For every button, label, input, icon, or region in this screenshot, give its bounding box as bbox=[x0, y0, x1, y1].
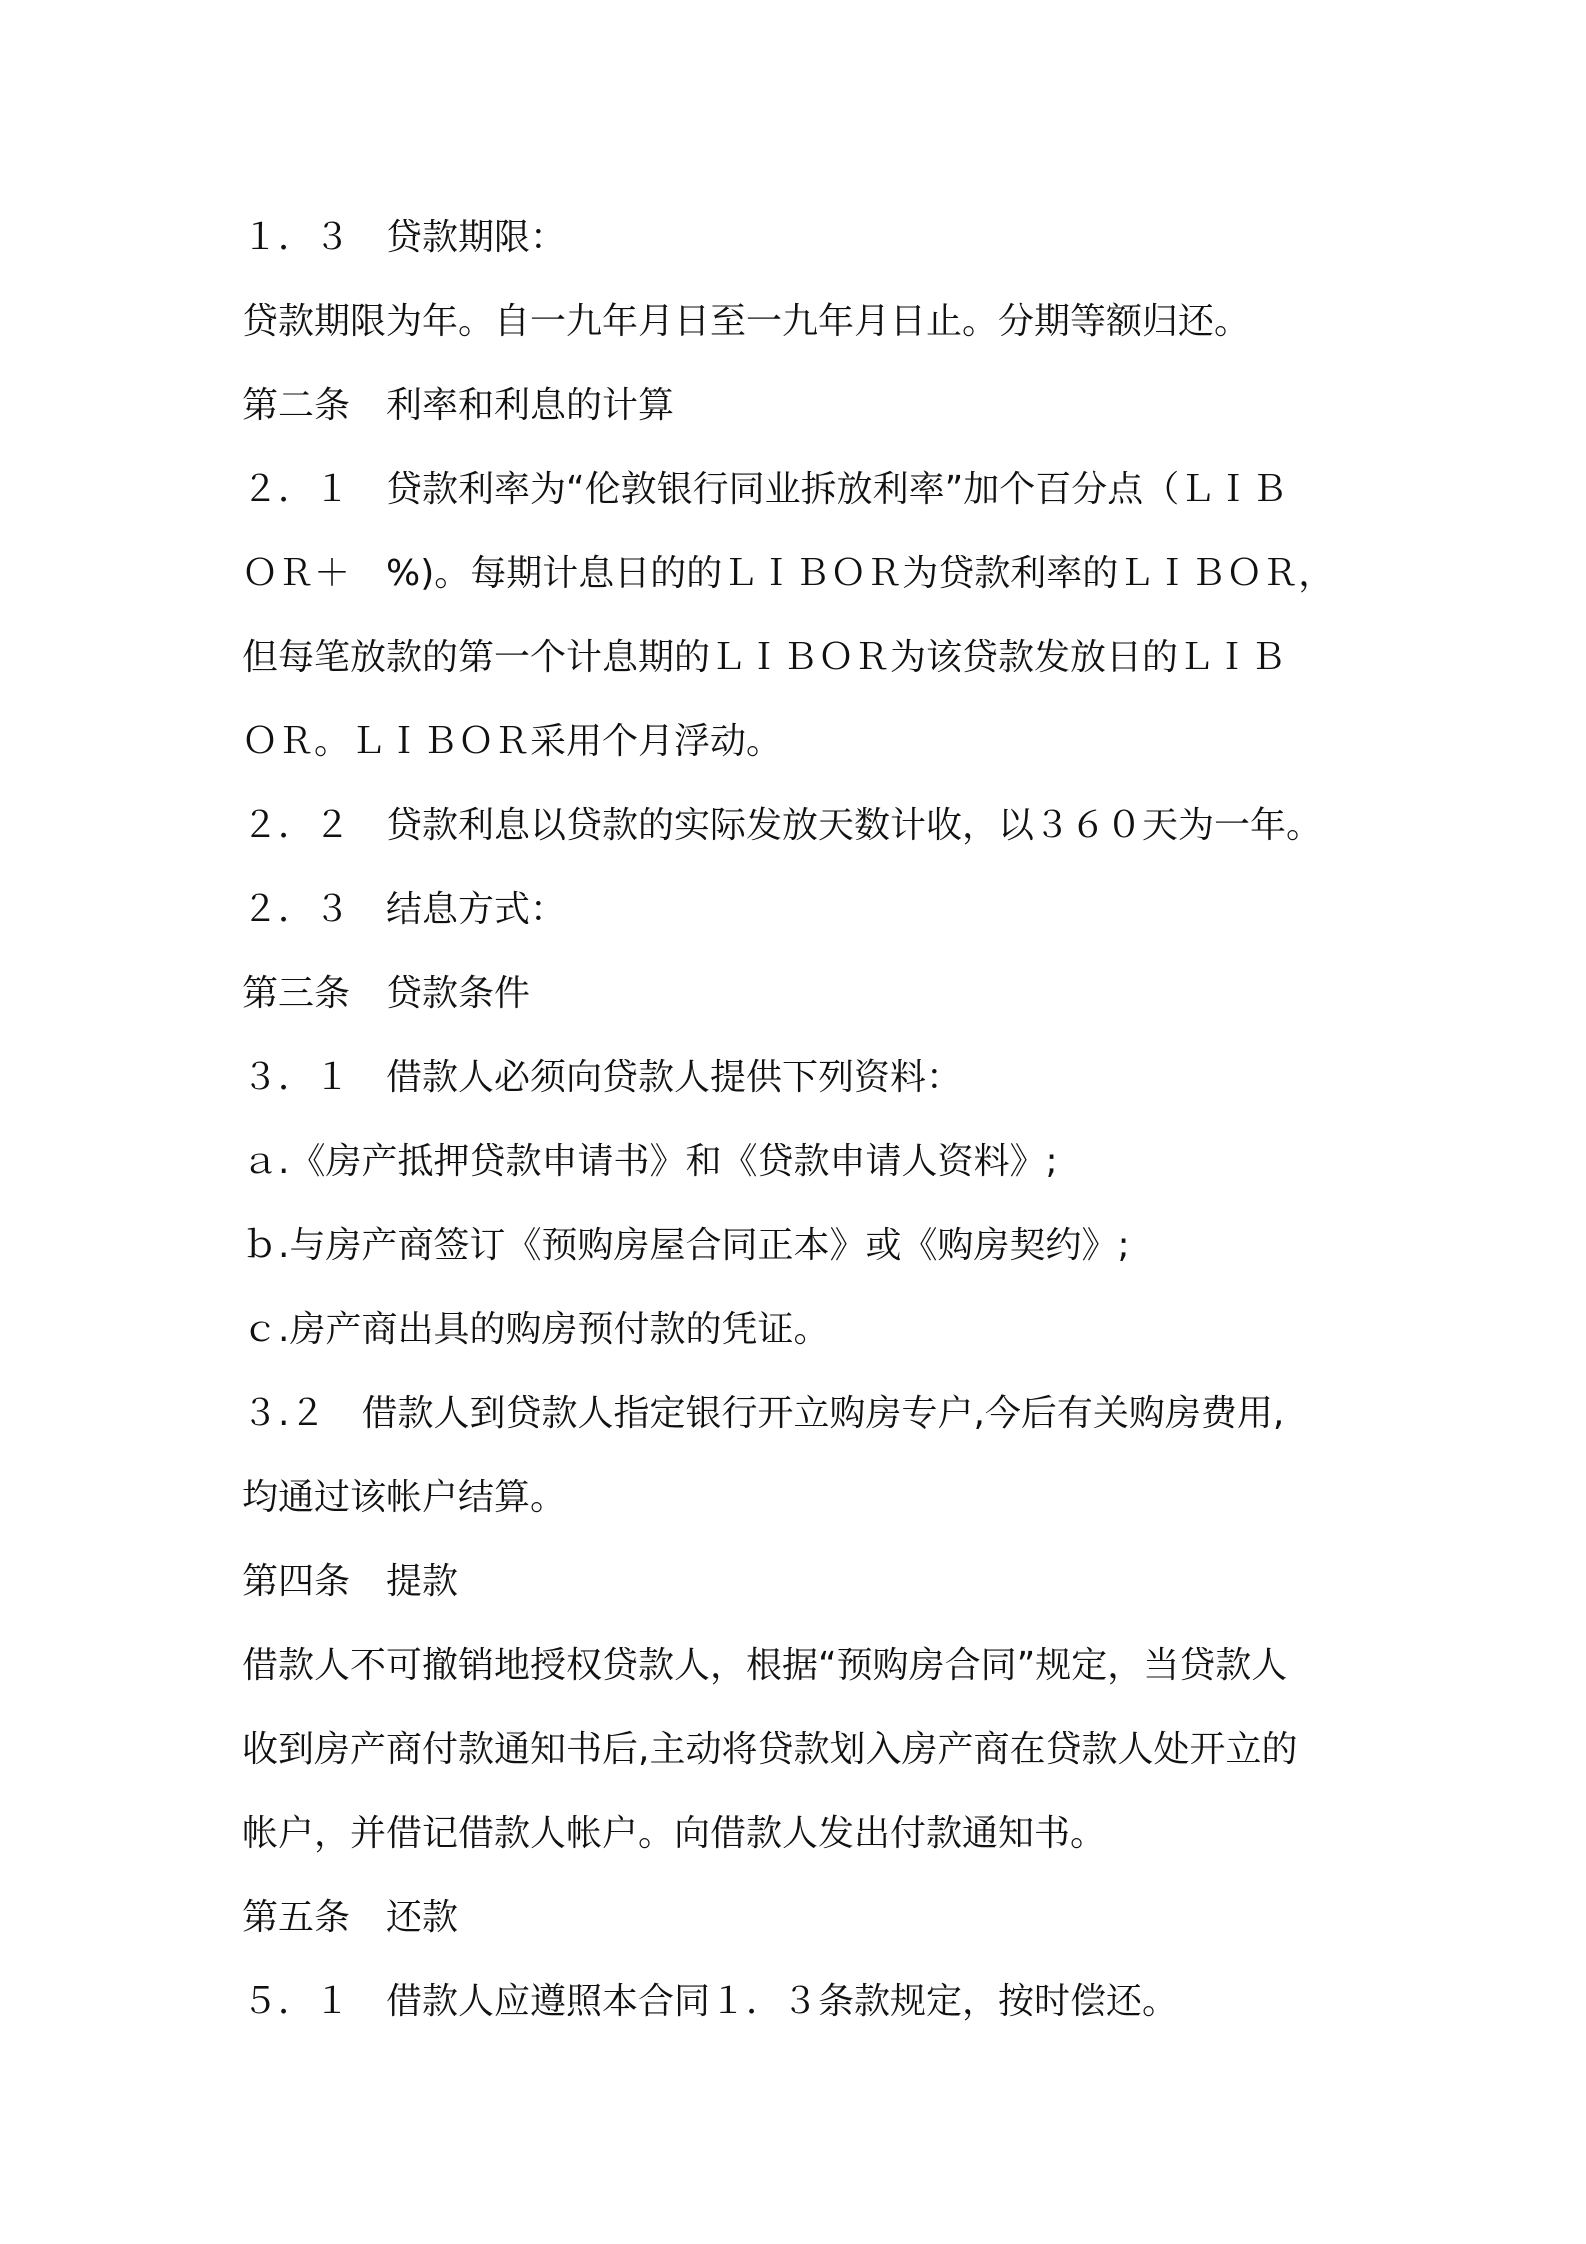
article-heading: 第二条 利率和利息的计算 bbox=[242, 385, 675, 426]
text-line: 借款人不可撤销地授权贷款人，根据“预购房合同”规定，当贷款人 bbox=[242, 1645, 1288, 1686]
list-item: ｃ.房产商出具的购房预付款的凭证。 bbox=[242, 1309, 830, 1350]
text-line: １．３ 贷款期限： bbox=[242, 217, 567, 258]
text-line: ２．１ 贷款利率为“伦敦银行同业拆放利率”加个百分点（ＬＩＢ bbox=[242, 469, 1288, 510]
document-body bbox=[242, 196, 1372, 2044]
text-line: 收到房产商付款通知书后,主动将贷款划入房产商在贷款人处开立的 bbox=[242, 1729, 1298, 1770]
text-line: ＯＲ。ＬＩＢＯＲ采用个月浮动。 bbox=[242, 721, 783, 762]
text-line: 帐户，并借记借款人帐户。向借款人发出付款通知书。 bbox=[242, 1813, 1107, 1854]
text-line: ３.２ 借款人到贷款人指定银行开立购房专户,今后有关购房费用, bbox=[242, 1393, 1285, 1434]
article-heading: 第四条 提款 bbox=[242, 1561, 459, 1602]
text-line: ５．１ 借款人应遵照本合同１．３条款规定，按时偿还。 bbox=[242, 1981, 1179, 2022]
article-heading: 第五条 还款 bbox=[242, 1897, 459, 1938]
text-line: ３．１ 借款人必须向贷款人提供下列资料： bbox=[242, 1057, 963, 1098]
text-line: ２．３ 结息方式： bbox=[242, 889, 567, 930]
list-item: ｂ.与房产商签订《预购房屋合同正本》或《购房契约》; bbox=[242, 1225, 1130, 1266]
text-line: 贷款期限为年。自一九年月日至一九年月日止。分期等额归还。 bbox=[242, 301, 1251, 342]
list-item: ａ.《房产抵押贷款申请书》和《贷款申请人资料》; bbox=[242, 1141, 1058, 1182]
text-line: 但每笔放款的第一个计息期的ＬＩＢＯＲ为该贷款发放日的ＬＩＢ bbox=[242, 637, 1287, 678]
text-line: ＯＲ＋ %)。每期计息日的的ＬＩＢＯＲ为贷款利率的ＬＩＢＯＲ， bbox=[242, 553, 1335, 594]
article-heading: 第三条 贷款条件 bbox=[242, 973, 531, 1014]
text-line: 均通过该帐户结算。 bbox=[242, 1477, 567, 1518]
text-line: ２．２ 贷款利息以贷款的实际发放天数计收，以３６０天为一年。 bbox=[242, 805, 1323, 846]
